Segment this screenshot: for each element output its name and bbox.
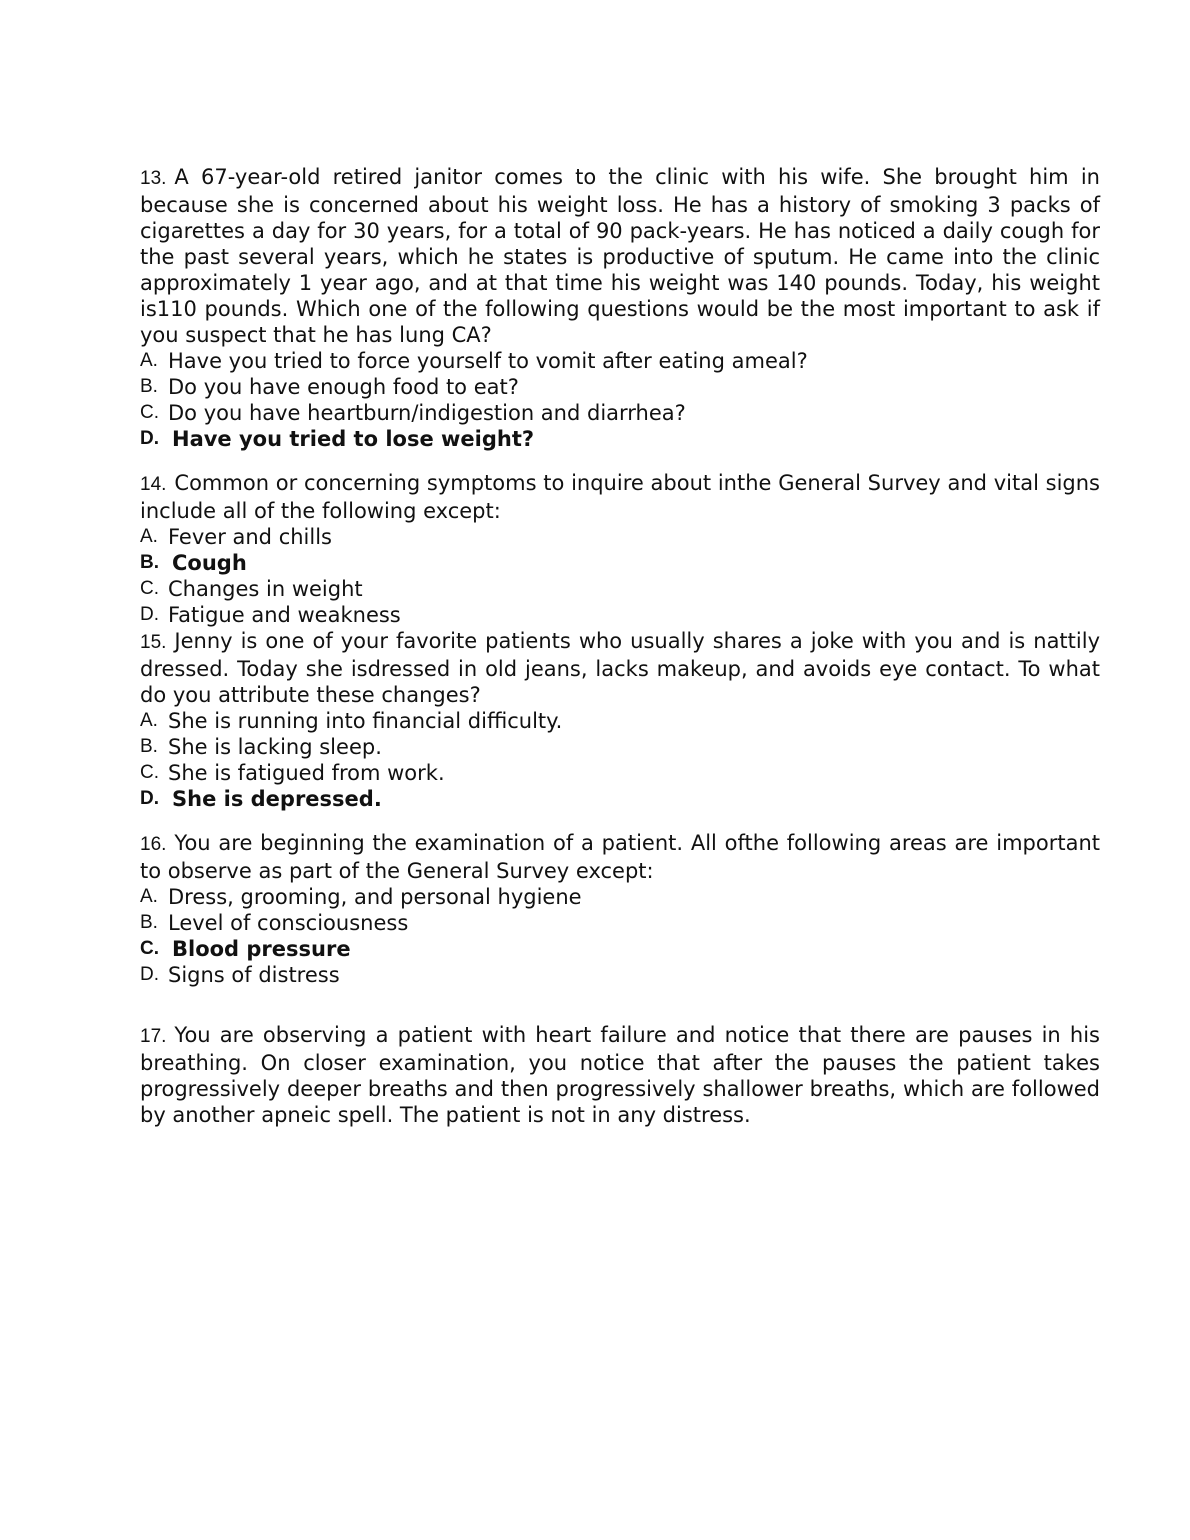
- question-15: [140, 628, 1100, 812]
- question-number: 15.: [140, 632, 167, 653]
- answer-option: [140, 708, 1100, 734]
- option-text: Changes in weight: [168, 577, 363, 601]
- option-text: Level of consciousness: [168, 911, 409, 935]
- option-text: She is lacking sleep.: [168, 735, 382, 759]
- answer-option: [140, 400, 1100, 426]
- question-number: 16.: [140, 834, 167, 855]
- question-text: A 67-year-old retired janitor comes to the clinic with his wife. She brought him in because she is concerned about his weight loss. He has a history of smoking 3 packs of cigarettes a day for 30 years, for a total of 90 pack-years. He has noticed a daily cough for the past several years, which he states is productive of sputum. He came into the clinic approximately 1 year ago, and at that time his weight was 140 pounds. Today, his weight is110 pounds. Which one of the following questions would be the most important to ask if you suspect that he has lung CA?: [140, 165, 1100, 347]
- option-text: Do you have enough food to eat?: [168, 375, 519, 399]
- option-text: Do you have heartburn/indigestion and diarrhea?: [168, 401, 686, 425]
- option-text: Blood pressure: [172, 937, 351, 961]
- option-letter: C.: [140, 762, 159, 783]
- option-text: Fever and chills: [168, 525, 332, 549]
- question-stem: [140, 628, 1100, 708]
- question-stem: [140, 830, 1100, 884]
- question-14: [140, 470, 1100, 628]
- question-text: You are observing a patient with heart failure and notice that there are pauses in his breathing. On closer examination, you notice that after the pauses the patient takes progressively deeper breaths and then progressively shallower breaths, which are followed by another apneic spell. The patient is not in any distress.: [140, 1023, 1100, 1127]
- question-stem: [140, 1022, 1100, 1128]
- spacer: [140, 452, 1100, 470]
- option-letter: A.: [140, 710, 158, 731]
- answer-option: [140, 374, 1100, 400]
- question-number: 17.: [140, 1026, 167, 1047]
- answer-option: [140, 576, 1100, 602]
- option-letter: C.: [140, 938, 159, 959]
- option-text: She is running into financial difficulty.: [168, 709, 563, 733]
- option-letter: A.: [140, 526, 158, 547]
- question-stem: [140, 470, 1100, 524]
- option-letter: C.: [140, 578, 159, 599]
- option-letter: D.: [140, 788, 159, 809]
- spacer: [140, 812, 1100, 830]
- spacer: [140, 988, 1100, 1022]
- option-text: Cough: [172, 551, 247, 575]
- option-letter: A.: [140, 350, 158, 371]
- answer-option: [140, 602, 1100, 628]
- question-text: Common or concerning symptoms to inquire about inthe General Survey and vital signs include all of the following except:: [140, 471, 1100, 523]
- option-text: Signs of distress: [168, 963, 340, 987]
- option-letter: D.: [140, 428, 159, 449]
- answer-option: [140, 348, 1100, 374]
- answer-option-correct: [140, 426, 1100, 452]
- option-text: She is fatigued from work.: [168, 761, 445, 785]
- option-letter: D.: [140, 604, 159, 625]
- answer-option-correct: [140, 550, 1100, 576]
- question-number: 14.: [140, 474, 167, 495]
- option-letter: D.: [140, 964, 159, 985]
- question-text: You are beginning the examination of a patient. All ofthe following areas are important to observe as part of the General Survey except:: [140, 831, 1100, 883]
- option-letter: B.: [140, 736, 158, 757]
- option-text: She is depressed.: [172, 787, 382, 811]
- option-letter: A.: [140, 886, 158, 907]
- answer-option-correct: [140, 786, 1100, 812]
- answer-option: [140, 734, 1100, 760]
- option-letter: C.: [140, 402, 159, 423]
- option-text: Dress, grooming, and personal hygiene: [168, 885, 582, 909]
- question-text: Jenny is one of your favorite patients who usually shares a joke with you and is nattily dressed. Today she isdressed in old jeans, lacks makeup, and avoids eye contact. To what do you attribute these changes?: [140, 629, 1100, 707]
- question-16: [140, 830, 1100, 988]
- option-text: Fatigue and weakness: [168, 603, 401, 627]
- question-13: [140, 164, 1100, 452]
- option-letter: B.: [140, 552, 159, 573]
- question-number: 13.: [140, 168, 167, 189]
- answer-option-correct: [140, 936, 1100, 962]
- answer-option: [140, 524, 1100, 550]
- option-letter: B.: [140, 376, 158, 397]
- question-stem: [140, 164, 1100, 348]
- answer-option: [140, 910, 1100, 936]
- question-17: [140, 1022, 1100, 1128]
- answer-option: [140, 962, 1100, 988]
- option-text: Have you tried to force yourself to vomit after eating ameal?: [168, 349, 808, 373]
- option-letter: B.: [140, 912, 158, 933]
- answer-option: [140, 760, 1100, 786]
- document-page: [140, 164, 1100, 1128]
- option-text: Have you tried to lose weight?: [172, 427, 535, 451]
- answer-option: [140, 884, 1100, 910]
